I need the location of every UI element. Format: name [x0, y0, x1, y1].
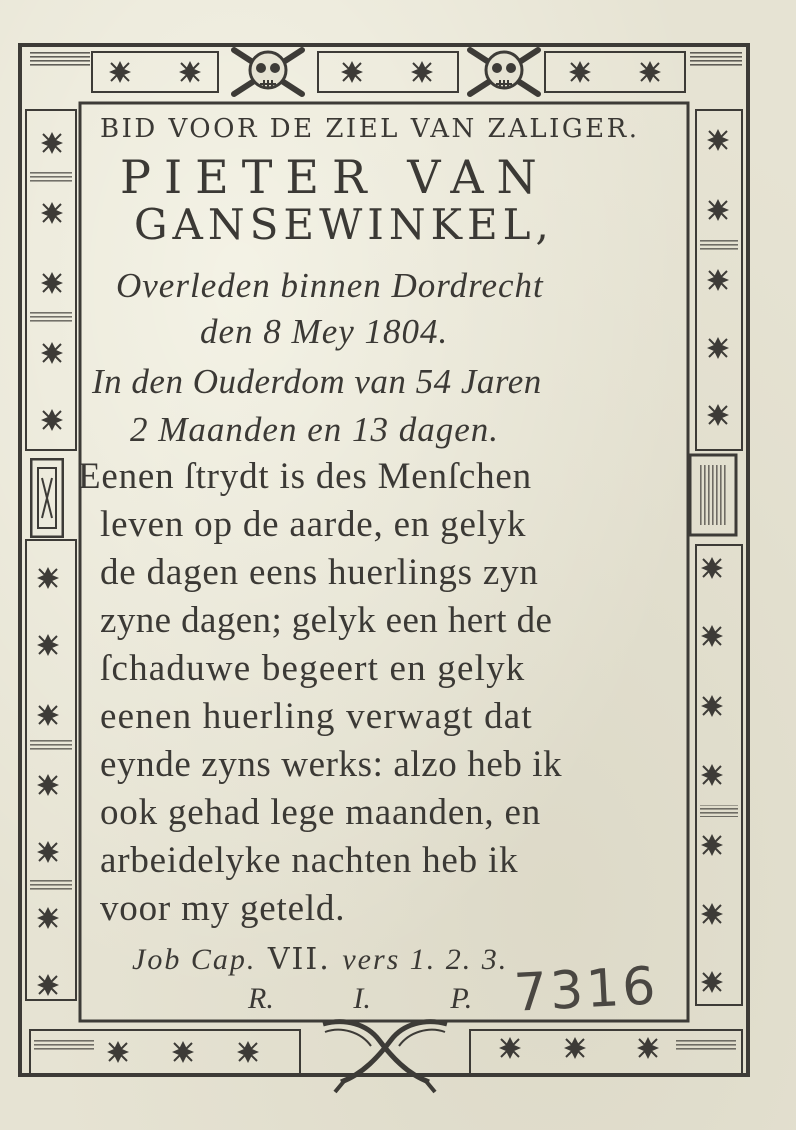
rip-r: R. — [248, 982, 274, 1015]
rip-i: I. — [353, 982, 371, 1015]
prayer-heading: BID VOOR DE ZIEL VAN ZALIGER. — [100, 114, 640, 144]
skull-crossbones-icon — [470, 50, 538, 94]
verse-line: zyne dagen; gelyk een hert de — [100, 600, 553, 641]
verse-line: eynde zyns werks: alzo heb ik — [100, 744, 563, 785]
verse-line: eenen huerling verwagt dat — [100, 696, 533, 737]
reference-book: Job Cap. — [132, 943, 257, 976]
crossed-scythes-icon — [323, 1022, 447, 1092]
verse-line: voor my geteld. — [100, 888, 346, 929]
rip-p: P. — [450, 982, 473, 1015]
handwritten-catalog-number: 7316 — [512, 956, 660, 1024]
deceased-first-name: PIETER VAN — [120, 150, 550, 204]
verse-line: leven op de aarde, en gelyk — [100, 504, 527, 545]
age-years: In den Ouderdom van 54 Jaren — [92, 362, 542, 401]
reference-chapter: VII. — [267, 942, 331, 977]
verse-line: ook gehad lege maanden, en — [100, 792, 541, 833]
deceased-surname: GANSEWINKEL, — [134, 200, 554, 249]
death-date: den 8 Mey 1804. — [200, 312, 449, 351]
drop-cap-ornament — [30, 458, 64, 538]
verse-line: ſchaduwe begeert en gelyk — [100, 648, 526, 689]
cross-pattee-icon — [411, 61, 433, 83]
verse-line: arbeidelyke nachten heb ik — [100, 840, 519, 881]
death-place: Overleden binnen Dordrecht — [116, 266, 544, 305]
cross-pattee-icon — [109, 61, 131, 83]
cross-pattee-icon — [341, 61, 363, 83]
skull-crossbones-icon — [234, 50, 302, 94]
reference-verses: vers 1. 2. 3. — [342, 943, 509, 976]
verse-line: Eenen ſtrydt is des Menſchen — [78, 456, 532, 497]
rip-abbreviation — [248, 982, 472, 1016]
cross-pattee-icon — [639, 61, 661, 83]
cross-pattee-icon — [179, 61, 201, 83]
verse-line: de dagen eens huerlings zyn — [100, 552, 539, 593]
scripture-reference — [132, 942, 508, 977]
age-months-days: 2 Maanden en 13 dagen. — [130, 410, 500, 449]
cross-pattee-icon — [569, 61, 591, 83]
